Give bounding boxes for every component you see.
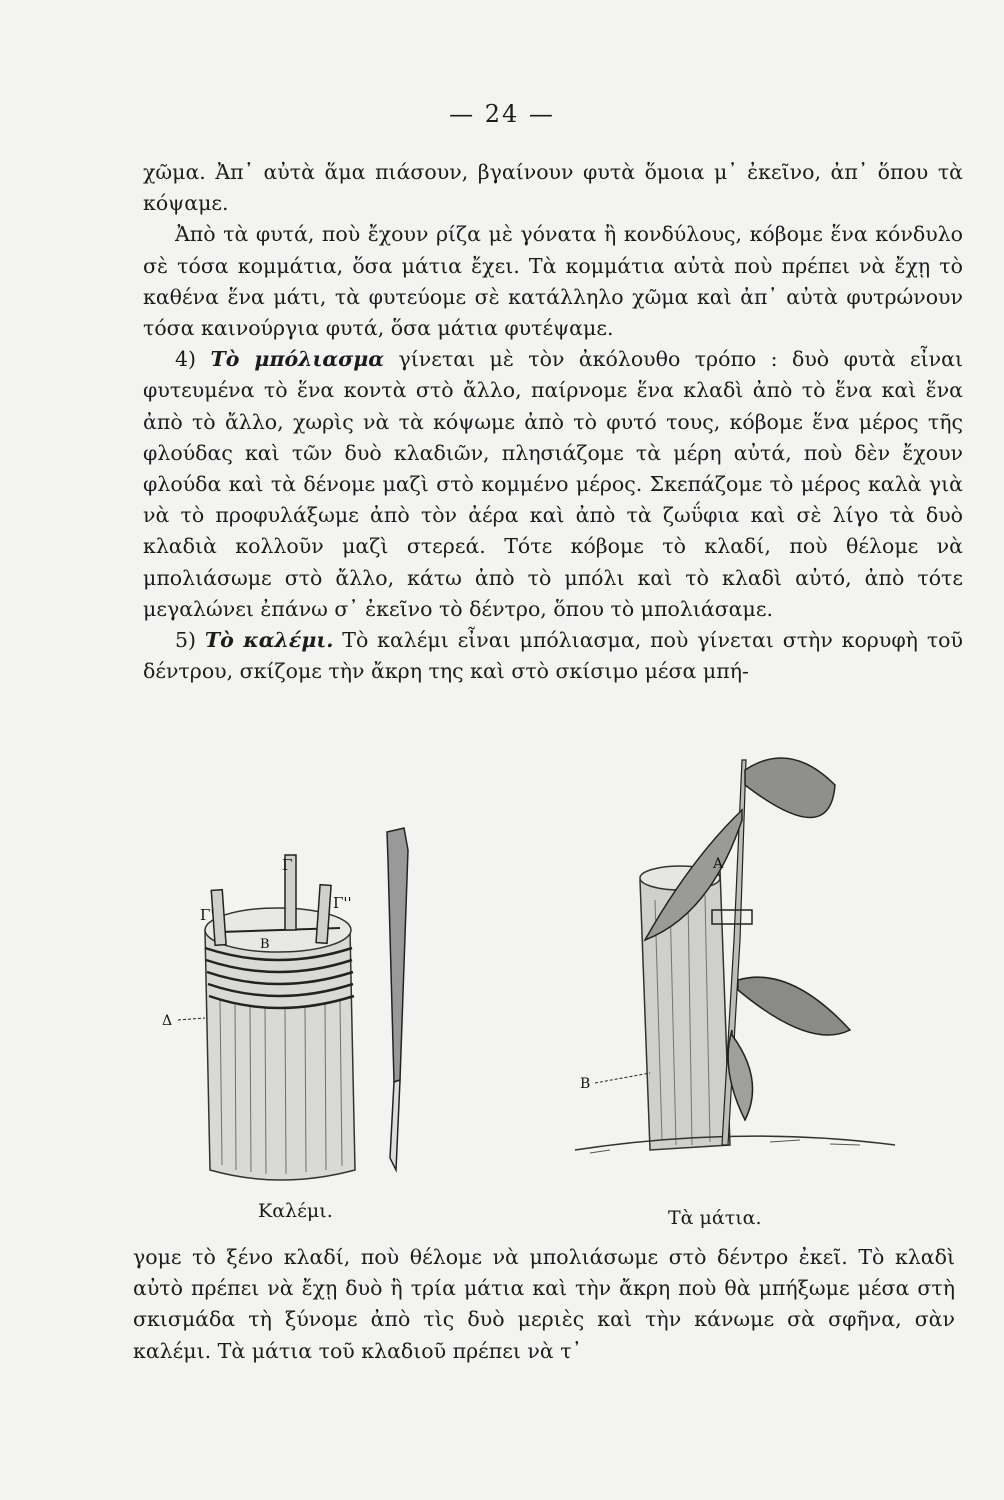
section-4-text: γίνεται μὲ τὸν ἀκόλουθο τρόπο : δυὸ φυτὰ εἶναι φυτευμένα τὸ ἕνα κοντὰ στὸ ἄλλο, παίρνομε ἕνα κλαδὶ ἀπὸ τὸ ἕνα καὶ ἕνα ἀπὸ τὸ ἄλλο, χωρὶς νὰ τὰ κόψωμε ἀπὸ τὸ φυτό τους, κόβομε ἕνα μέρος τῆς φλούδας καὶ τῶν δυὸ κλαδιῶν, πλησιάζομε τὰ μέρη αὐτά, ποὺ δὲν ἔχουν φλούδα καὶ τὰ δένομε μαζὶ στὸ κομμένο μέρος. Σκεπάζομε τὸ μέρος καλὰ γιὰ νὰ τὸ προφυλάξωμε ἀπὸ τὸν ἀέρα καὶ ἀπὸ τὰ ζωΰφια καὶ σὲ λίγο τὰ δυὸ κλαδιὰ κολλοῦν μαζὶ στερεά. Τότε κόβομε τὸ κλαδί, ποὺ θέλομε νὰ μπολιάσωμε στὸ ἄλλο, κάτω ἀπὸ τὸ μπόλι καὶ τὸ κλαδὶ αὐτό, ἀπὸ τότε μεγαλώνει ἐπάνω σ᾽ ἐκεῖνο τὸ δέντρο, ὅπου τὸ μπολιάσαμε. — [143, 347, 963, 621]
paragraph-bottom: γομε τὸ ξένο κλαδί, ποὺ θέλομε νὰ μπολιάσωμε στὸ δέντρο ἐκεῖ. Τὸ κλαδὶ αὐτὸ πρέπει νὰ ἔχῃ δυὸ ἢ τρία μάτια καὶ τὴν ἄκρη ποὺ θὰ μπήξωμε μέσα στὴ σκισμάδα τὴ ξύνομε ἀπὸ τὶς δυὸ μεριὲς καὶ τὴν κάνωμε σὰ σφῆνα, σὰν καλέμι. Τὰ μάτια τοῦ κλαδιοῦ πρέπει νὰ τ᾽ — [133, 1245, 955, 1363]
label-g2: Γ'' — [333, 894, 352, 912]
paragraph-tubers: Ἀπὸ τὰ φυτά, ποὺ ἔχουν ρίζα μὲ γόνατα ἢ κονδύλους, κόβομε ἕνα κόνδυλο σὲ τόσα κομμάτια, ὅσα μάτια ἔχει. Τὰ κομμάτια αὐτὰ ποὺ πρέπει νὰ ἔχῃ τὸ καθένα ἕνα μάτι, τὰ φυτεύομε σὲ κατάλληλο χῶμα καὶ ἀπ᾽ αὐτὰ φυτρώνουν τόσα καινούργια φυτά, ὅσα μάτια φυτέψαμε. — [143, 222, 963, 341]
paragraph-section-5 — [143, 625, 963, 687]
paragraph-continuation: χῶμα. Ἀπ᾽ αὐτὰ ἅμα πιάσουν, βγαίνουν φυτὰ ὅμοια μ᾽ ἐκεῖνο, ἀπ᾽ ὅπου τὰ κόψαμε. — [143, 160, 963, 216]
page-number: — 24 — — [449, 100, 555, 128]
label-d: Δ — [162, 1013, 173, 1029]
section-5-text: Τὸ καλέμι εἶναι μπόλιασμα, ποὺ γίνεται στὴν κορυφὴ τοῦ δέντρου, σκίζομε τὴν ἄκρη της καὶ στὸ σκίσιμο μέσα μπή- — [143, 628, 963, 684]
paragraph-section-4 — [143, 344, 963, 625]
section-5-number: 5) — [175, 628, 197, 653]
caption-right: Τὰ μάτια. — [668, 1207, 762, 1229]
section-5-title: Τὸ καλέμι. — [204, 628, 334, 653]
label-g: Γ — [282, 856, 293, 874]
section-4-title: Τὸ μπόλιασμα — [210, 347, 385, 372]
label-b-right: Β — [580, 1076, 591, 1092]
caption-left: Καλέμι. — [258, 1200, 333, 1222]
lower-text-block — [133, 1242, 955, 1367]
cleft-graft-illustration — [150, 820, 480, 1200]
buds-illustration — [570, 740, 900, 1180]
section-4-number: 4) — [175, 347, 197, 372]
label-a: Α — [713, 856, 724, 872]
label-b: Β — [260, 937, 270, 952]
upper-text-block — [143, 157, 963, 687]
label-g1: Γ' — [200, 906, 215, 924]
